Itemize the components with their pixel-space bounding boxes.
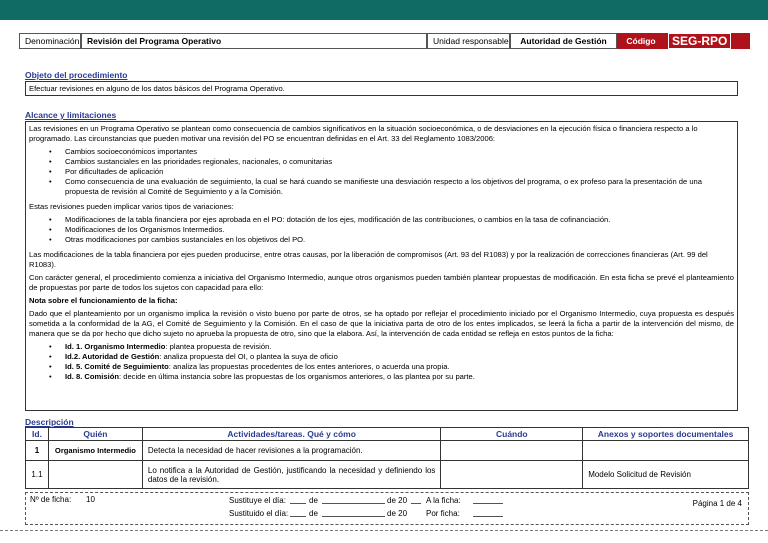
denominacion-value: Revisión del Programa Operativo xyxy=(81,33,427,49)
cell-anexos xyxy=(583,441,749,461)
page-number: Página 1 de 4 xyxy=(692,499,742,508)
document-footer xyxy=(25,492,749,525)
por-ficha-label: Por ficha: xyxy=(426,509,460,518)
ficha-label: Nº de ficha: xyxy=(30,495,72,504)
de20-label: de 20 xyxy=(387,509,408,518)
alcance-box xyxy=(25,121,738,411)
list-item: • Modificaciones de los Organismos Intermedios. xyxy=(55,225,734,235)
cell-id: 1.1 xyxy=(26,461,49,489)
list-item: • Id.2. Autoridad de Gestión: analiza propuesta del OI, o plantea la suya de oficio xyxy=(55,352,734,362)
cell-quien: Organismo Intermedio xyxy=(48,441,142,461)
alcance-title: Alcance y limitaciones xyxy=(25,110,117,120)
month-blank xyxy=(322,496,385,504)
objeto-text: Efectuar revisiones en alguno de los datos básicos del Programa Operativo. xyxy=(29,84,285,93)
column-header: Id. xyxy=(26,428,49,441)
column-header: Quién xyxy=(48,428,142,441)
table-row xyxy=(26,441,749,461)
cell-actividad: Detecta la necesidad de hacer revisiones a la programación. xyxy=(142,441,441,461)
alcance-list-1 xyxy=(55,147,734,197)
descripcion-title: Descripción xyxy=(25,417,74,427)
list-item: • Cambios socioeconómicos importantes xyxy=(55,147,734,157)
column-header: Anexos y soportes documentales xyxy=(583,428,749,441)
ficha-blank xyxy=(473,496,503,504)
nota-title: Nota sobre el funcionamiento de la ficha: xyxy=(29,296,178,305)
list-item: • Id. 1. Organismo Intermedio: plantea propuesta de revisión. xyxy=(55,342,734,352)
ficha-blank xyxy=(473,509,503,517)
document-header xyxy=(19,33,750,49)
de-label: de xyxy=(309,509,318,518)
objeto-title: Objeto del procedimiento xyxy=(25,70,128,80)
a-la-ficha-label: A la ficha: xyxy=(426,496,461,505)
table-header-row xyxy=(26,428,749,441)
alcance-list-3 xyxy=(55,342,734,382)
list-item: • Id. 5. Comité de Seguimiento: analiza las propuestas procedentes de los entes anteriores, o acuerda una propia. xyxy=(55,362,734,372)
cell-quien xyxy=(48,461,142,489)
top-banner xyxy=(0,0,768,20)
cell-cuando xyxy=(441,441,583,461)
list-item: • Como consecuencia de una evaluación de seguimiento, la cual se hará cuando se manifieste una desviación respecto a los objetivos del programa, o ex profeso para la presentación de una propuesta de revisión al Comité de Seguimiento y a la Comisión. xyxy=(55,177,734,197)
descripcion-table xyxy=(25,427,749,489)
codigo-label: Código xyxy=(617,33,665,49)
bottom-rule xyxy=(0,530,768,532)
alcance-list-2 xyxy=(55,215,734,245)
alcance-paragraph-4: Con carácter general, el procedimiento comienza a iniciativa del Organismo Intermedio, aunque otros organismos pueden también plantear propuestas de modificación. En esta ficha se prevé el planteamiento de propuestas por parte de todos los sujetos con capacidad para ello: xyxy=(29,273,734,292)
cell-anexos: Modelo Solicitud de Revisión xyxy=(583,461,749,489)
de20-label: de 20 xyxy=(387,496,408,505)
alcance-paragraph-3: Las modificaciones de la tabla financiera por ejes pueden producirse, entre otras causas, por la liberación de compromisos (Art. 93 del R1083) y por la realización de correcciones financieras (Art. 99 del R1083). xyxy=(29,250,708,269)
ficha-value: 10 xyxy=(86,495,95,504)
unidad-label: Unidad responsable xyxy=(427,33,510,49)
list-item: • Por dificultades de aplicación xyxy=(55,167,734,177)
list-item: • Id. 8. Comisión: decide en última instancia sobre las propuestas de los organismos anteriores, o las plantea por su parte. xyxy=(55,372,734,382)
list-item: • Modificaciones de la tabla financiera por ejes aprobada en el PO: dotación de los ejes, modificación de las contribuciones, o cambios en la tasa de cofinanciación. xyxy=(55,215,734,225)
column-header: Actividades/tareas. Qué y cómo xyxy=(142,428,441,441)
alcance-paragraph-5: Dado que el planteamiento por un organismo implica la revisión o visto bueno por parte de otros, se ha optado por reflejar el procedimiento iniciado por el Organismo Intermedio, cuya propuesta es después sometida a la conformidad de la AG, el Comité de Seguimiento y la Comisión. En el caso de que la iniciativa parta de otro de los entes implicados, se leerá la ficha a partir de la intervención del mismo, de manera que se da por hecho que dicho sujeto no aprueba la propuesta de otro, sino que la elabora. Así, la intervención de cada entidad se refleja en estos puntos de la ficha: xyxy=(29,309,734,338)
denominacion-label: Denominación xyxy=(19,33,81,49)
year-blank xyxy=(411,496,421,504)
cell-cuando xyxy=(441,461,583,489)
column-header: Cuándo xyxy=(441,428,583,441)
month-blank xyxy=(322,509,385,517)
cell-actividad: Lo notifica a la Autoridad de Gestión, justificando la necesidad y definiendo los datos de la revisión. xyxy=(142,461,441,489)
day-blank xyxy=(290,509,306,517)
list-item: • Cambios sustanciales en las prioridades regionales, nacionales, o comunitarias xyxy=(55,157,734,167)
sustituye-label: Sustituye el día: xyxy=(229,496,286,505)
codigo-value: SEG-RPO xyxy=(665,33,750,49)
alcance-paragraph-2: Estas revisiones pueden implicar varios tipos de variaciones: xyxy=(29,202,234,211)
list-item: • Otras modificaciones por cambios sustanciales en los objetivos del PO. xyxy=(55,235,734,245)
cell-id: 1 xyxy=(26,441,49,461)
sustituido-label: Sustituido el día: xyxy=(229,509,289,518)
table-row xyxy=(26,461,749,489)
alcance-paragraph-1: Las revisiones en un Programa Operativo se plantean como consecuencia de cambios significativos en la situación socioeconómica, o de desviaciones en la ejecución física o financiera respecto a lo programado. Las circunstancias que pueden motivar una revisión del PO se encuentran definidas en el Art. 33 del Reglamento 1083/2006: xyxy=(29,124,698,143)
objeto-box xyxy=(25,81,738,96)
day-blank xyxy=(290,496,306,504)
unidad-value: Autoridad de Gestión xyxy=(510,33,617,49)
de-label: de xyxy=(309,496,318,505)
